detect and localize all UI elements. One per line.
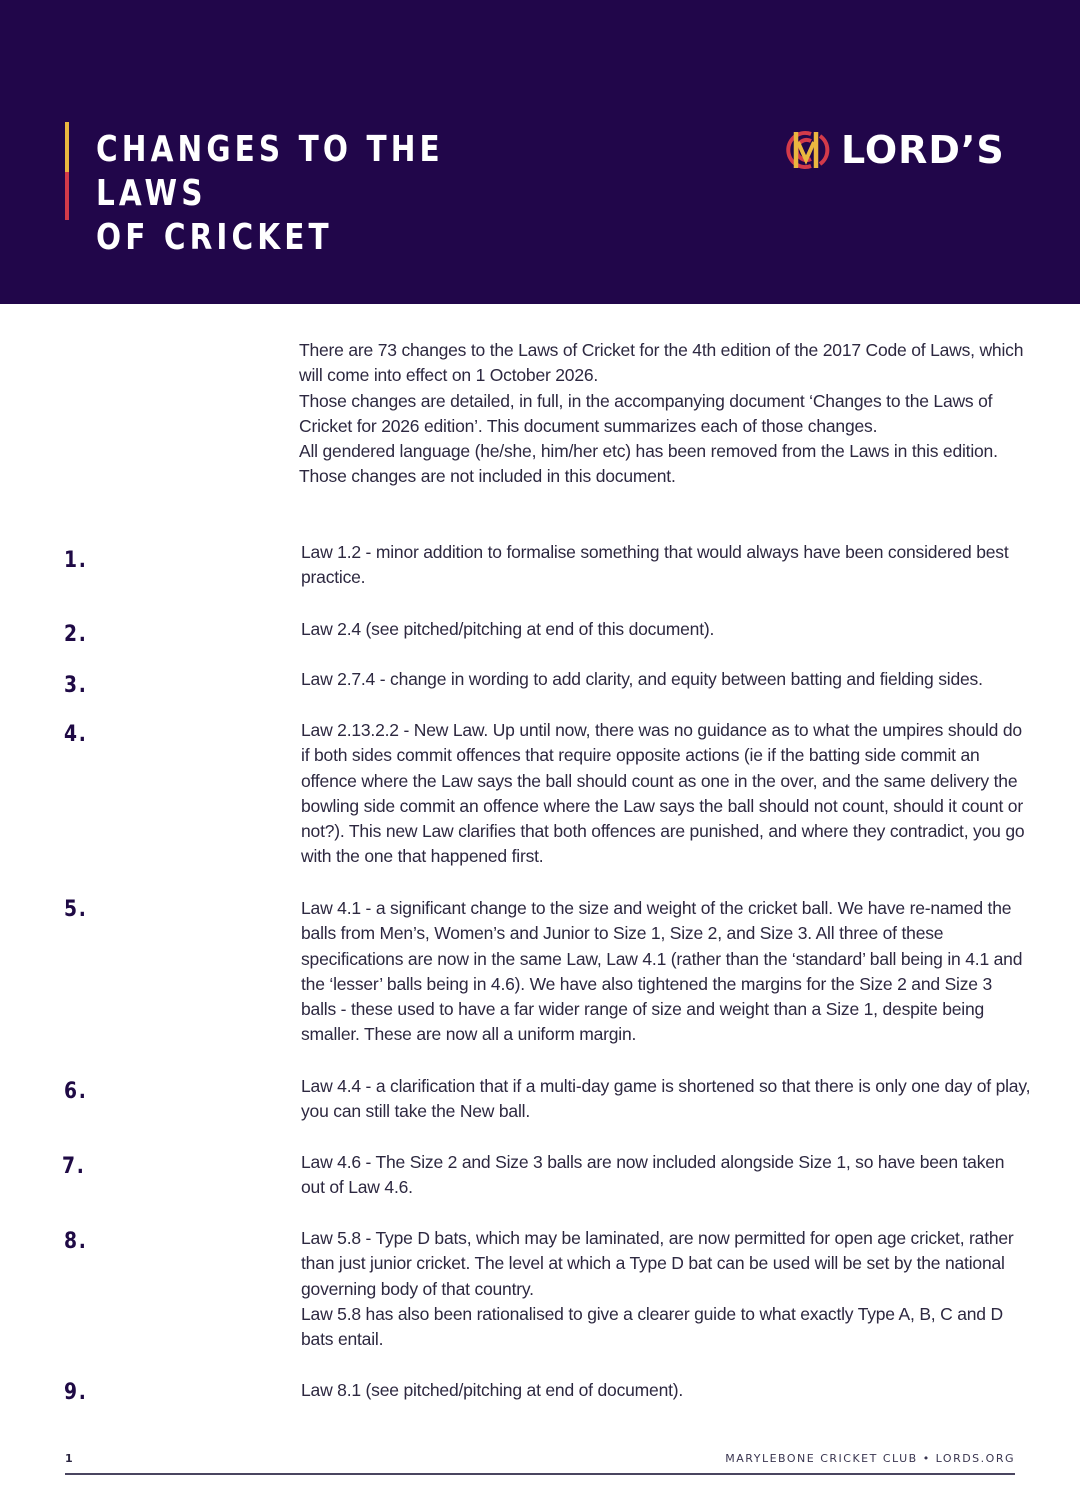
mcc-monogram-icon [781,128,831,172]
footer-org-text: MARYLEBONE CRICKET CLUB • LORDS.ORG [725,1452,1015,1465]
item-paragraph: Law 4.1 - a significant change to the size and weight of the cricket ball. We have re-named the balls from Men’s, Women’s and Junior to Size 1, Size 2, and Size 3. All three of these specifications are now in the same Law, Law 4.1 (rather than the ‘standard’ ball being in 4.1 and the ‘lesser’ balls being in 4.6). We have also tightened the margins for the Size 2 and Size 3 balls - these used to have a far wider range of size and weight than a Size 1, despite being smaller. These are now all a uniform margin. [301,898,1023,1045]
logo-wordmark: LORD’S [841,128,1005,172]
item-paragraph: Law 2.7.4 - change in wording to add clarity, and equity between batting and fielding sides. [301,669,983,689]
item-text [301,1150,1031,1201]
item-number: 9. [64,1380,88,1405]
item-text [301,718,1031,870]
item-paragraph: Law 5.8 has also been rationalised to give a clearer guide to what exactly Type A, B, C and D bats entail. [301,1303,1003,1350]
item-paragraph: Law 1.2 - minor addition to formalise something that would always have been considered best practice. [301,542,1009,588]
title-accent-stripe [65,122,69,220]
item-paragraph: Law 4.4 - a clarification that if a multi-day game is shortened so that there is only one day of play, you can still take the New ball. [301,1076,1031,1122]
item-text [301,896,1031,1048]
item-text [301,1226,1031,1352]
item-number: 1. [64,548,88,573]
stripe-red [65,172,69,220]
item-number: 6. [64,1079,88,1104]
page-title [96,128,555,260]
lords-logo [781,128,1005,172]
item-paragraph: Law 5.8 - Type D bats, which may be laminated, are now permitted for open age cricket, rather than just junior cricket. The level at which a Type D bat can be used will be set by the national governing body of that country. [301,1228,1014,1299]
item-paragraph: Law 8.1 (see pitched/pitching at end of document). [301,1380,684,1400]
footer-divider [65,1473,1015,1475]
stripe-gold [65,122,69,172]
item-text [301,540,1031,591]
item-paragraph: Law 2.4 (see pitched/pitching at end of this document). [301,619,715,639]
page-number: 1 [65,1452,73,1465]
item-number: 7. [62,1154,86,1179]
item-text [301,667,1031,692]
item-paragraph: Law 4.6 - The Size 2 and Size 3 balls are now included alongside Size 1, so have been taken out of Law 4.6. [301,1152,1005,1198]
header-banner [0,0,1080,304]
title-line-2: OF CRICKET [96,217,333,258]
intro-paragraph: Those changes are detailed, in full, in the accompanying document ‘Changes to the Laws of Cricket for 2026 edition’. This document summarizes each of those changes. [299,390,993,436]
title-line-1: CHANGES TO THE LAWS [96,129,444,214]
item-number: 4. [64,722,88,747]
item-number: 8. [64,1229,88,1254]
item-text [301,617,1031,642]
item-number: 3. [64,673,88,698]
item-number: 2. [64,622,88,647]
item-text [301,1074,1031,1125]
intro-paragraph: There are 73 changes to the Laws of Cricket for the 4th edition of the 2017 Code of Laws, which will come into effect on 1 October 2026. [299,340,1024,386]
item-number: 5. [64,897,88,922]
item-text [301,1378,1031,1403]
item-paragraph: Law 2.13.2.2 - New Law. Up until now, there was no guidance as to what the umpires should do if both sides commit offences that require opposite actions (ie if the batting side commit an offence where the Law says the ball should count as one in the over, and the same delivery the bowling side commit an offence where the Law says the ball should not count, should it count or not?). This new Law clarifies that both offences are punished, and where they contradict, you go with the one that happened first. [301,720,1025,867]
intro-text [299,338,1029,490]
intro-paragraph: All gendered language (he/she, him/her etc) has been removed from the Laws in this edition. Those changes are not included in this document. [299,441,998,487]
